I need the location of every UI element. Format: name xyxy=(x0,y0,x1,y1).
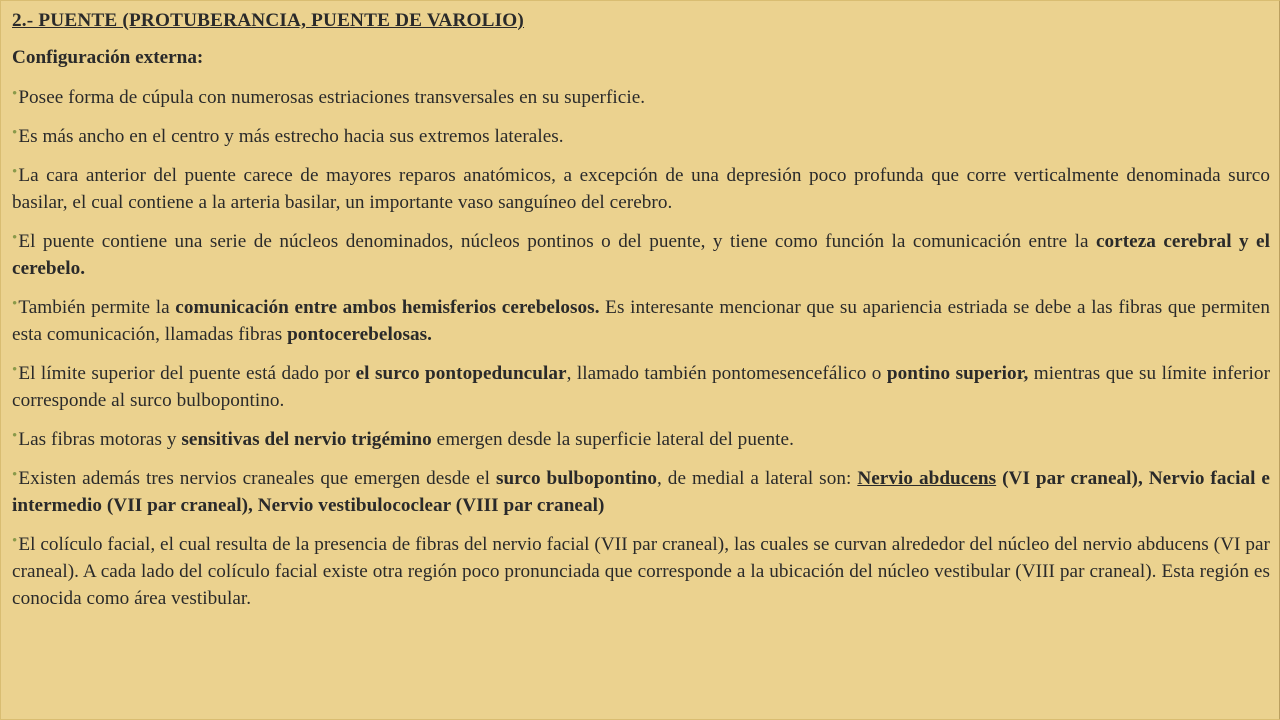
bullet-paragraph-8 xyxy=(12,462,1270,519)
paragraph-text: Las fibras motoras y xyxy=(18,429,182,450)
bullet-icon: • xyxy=(12,428,18,444)
paragraph-text: El límite superior del puente está dado por xyxy=(18,363,356,384)
paragraph-text: Es interesante mencionar que su apariencia estriada se debe a las fibras que permiten esta comunicación, llamadas fibras xyxy=(12,297,1270,345)
bullet-paragraph-2 xyxy=(12,120,1270,150)
slide-content xyxy=(12,7,1270,621)
paragraph-text: El colículo facial, el cual resulta de la presencia de fibras del nervio facial (VII par craneal), las cuales se curvan alrededor del núcleo del nervio abducens (VI par craneal). A cada lado del colículo facial existe otra región poco pronunciada que corresponde a la ubicación del núcleo vestibular (VIII par craneal). Esta región es conocida como área vestibular. xyxy=(12,534,1270,609)
bullet-paragraph-9 xyxy=(12,528,1270,612)
emphasis-text: pontocerebelosas. xyxy=(287,324,433,345)
bullet-paragraph-3 xyxy=(12,159,1270,216)
paragraph-text: La cara anterior del puente carece de mayores reparos anatómicos, a excepción de una depresión poco profunda que corre verticalmente denominada surco basilar, el cual contiene a la arteria basilar, un importante vaso sanguíneo del cerebro. xyxy=(12,165,1270,213)
paragraph-text: mientras que su límite inferior corresponde al surco bulbopontino. xyxy=(12,363,1271,411)
bullet-icon: • xyxy=(12,86,18,102)
paragraph-text: emergen desde la superficie lateral del puente. xyxy=(431,429,794,450)
emphasis-text: comunicación entre ambos hemisferios cerebelosos. xyxy=(175,297,600,318)
bullet-paragraph-7 xyxy=(12,423,1270,453)
bullet-icon: • xyxy=(12,533,18,549)
paragraph-text: El puente contiene una serie de núcleos denominados, núcleos pontinos o del puente, y tiene como función la comunicación entre la xyxy=(18,231,1096,252)
slide-title: 2.- PUENTE (PROTUBERANCIA, PUENTE DE VAROLIO) xyxy=(12,10,525,31)
emphasis-text: surco bulbopontino xyxy=(495,468,658,489)
bullet-icon: • xyxy=(12,125,18,141)
bullet-icon: • xyxy=(12,362,18,378)
bullet-icon: • xyxy=(12,467,18,483)
bullet-icon: • xyxy=(12,296,18,312)
bullet-paragraph-6 xyxy=(12,357,1270,414)
emphasis-text: el surco pontopeduncular xyxy=(355,363,567,384)
paragraph-text: Existen además tres nervios craneales que emergen desde el xyxy=(18,468,496,489)
paragraph-text: , llamado también pontomesencefálico o xyxy=(566,363,887,384)
bullet-paragraph-5 xyxy=(12,291,1270,348)
emphasis-text: sensitivas del nervio trigémino xyxy=(181,429,432,450)
bullet-paragraph-4 xyxy=(12,225,1270,282)
bullet-paragraph-1 xyxy=(12,81,1270,111)
section-heading: Configuración externa: xyxy=(12,47,204,68)
emphasis-text: corteza cerebral y el cerebelo. xyxy=(12,231,1271,279)
paragraph-text: También permite la xyxy=(18,297,176,318)
bullet-icon: • xyxy=(12,164,18,180)
paragraph-text: Posee forma de cúpula con numerosas estriaciones transversales en su superficie. xyxy=(18,87,646,108)
emphasis-text: pontino superior, xyxy=(886,363,1029,384)
paragraph-text: , de medial a lateral son: xyxy=(657,468,858,489)
bullet-icon: • xyxy=(12,230,18,246)
paragraph-text: Es más ancho en el centro y más estrecho hacia sus extremos laterales. xyxy=(18,126,564,147)
emphasis-underlined-text: Nervio abducens xyxy=(857,468,997,489)
emphasis-text: (VI par craneal), Nervio facial e intermedio (VII par craneal), Nervio vestibulococlear (VIII par craneal) xyxy=(12,468,1271,516)
